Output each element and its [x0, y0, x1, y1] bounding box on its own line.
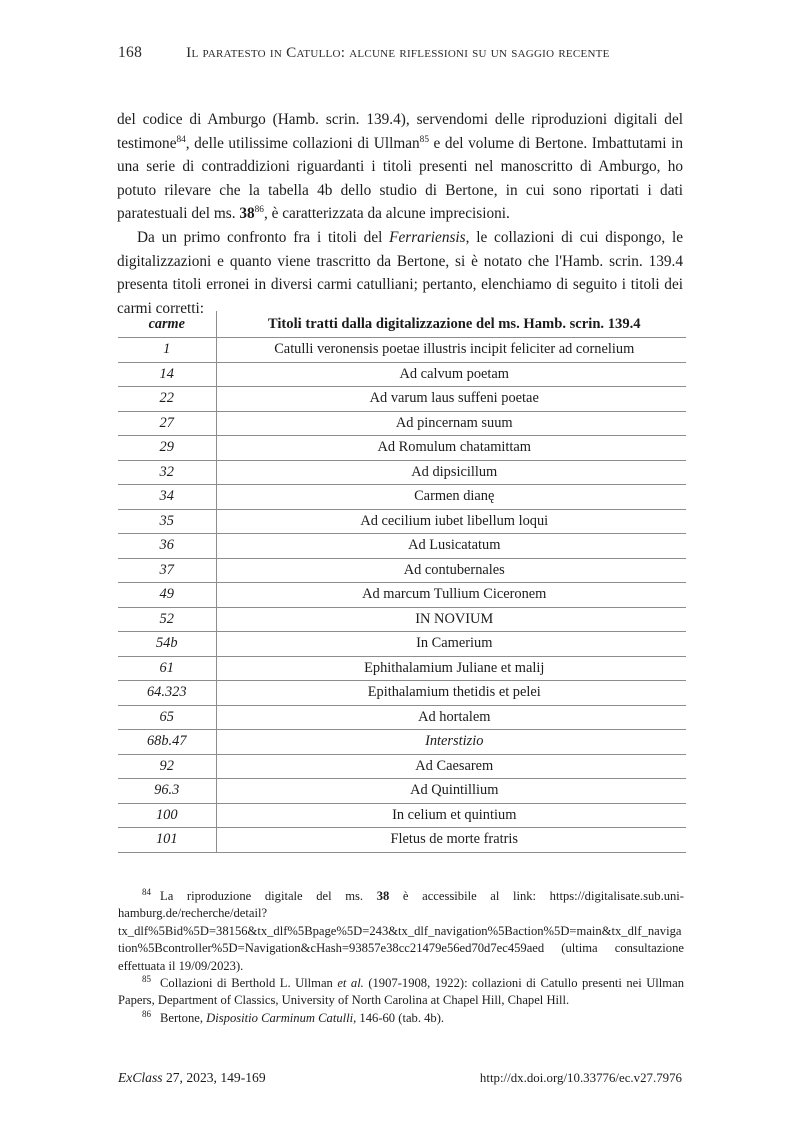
footnote-85-seg-1: Collazioni di Berthold L. Ullman [160, 976, 338, 991]
cell-titolo: Interstizio [216, 730, 686, 755]
cell-carme: 37 [118, 558, 216, 583]
footnote-ref-84[interactable]: 84 [176, 134, 186, 145]
cell-carme: 32 [118, 460, 216, 485]
footnote-86-seg-2: , 146-60 (tab. 4b). [353, 1010, 445, 1025]
table-row [118, 534, 686, 559]
journal-issue: 27, 2023, 149-169 [162, 1070, 266, 1085]
cell-carme: 22 [118, 387, 216, 412]
cell-carme: 35 [118, 509, 216, 534]
cell-titolo: Ad dipsicillum [216, 460, 686, 485]
table-row [118, 338, 686, 363]
body-text [117, 108, 683, 320]
cell-titolo: Ad varum laus suffeni poetae [216, 387, 686, 412]
footnote-ref-86[interactable]: 86 [254, 205, 264, 216]
cell-carme: 34 [118, 485, 216, 510]
paragraph-2-seg-1: Da un primo confronto fra i titoli del [137, 228, 390, 246]
journal-name: ExClass [118, 1070, 163, 1085]
table-row [118, 362, 686, 387]
cell-carme: 1 [118, 338, 216, 363]
table-row [118, 436, 686, 461]
table-row [118, 485, 686, 510]
paragraph-2 [117, 226, 683, 320]
cell-carme: 49 [118, 583, 216, 608]
cell-titolo: Ad Quintillium [216, 779, 686, 804]
cell-carme: 65 [118, 705, 216, 730]
column-header-titoli: Titoli tratti dalla digitalizzazione del ms. Hamb. scrin. 139.4 [216, 311, 686, 338]
cell-titolo: Epithalamium thetidis et pelei [216, 681, 686, 706]
footnote-85 [118, 975, 684, 1010]
paragraph-1-seg-3: e del volume di Bertone. Imbattutami in una serie di contraddizioni riguardanti i titoli presenti nel manoscritto di Amburgo, ho potuto rilevare che la tabella 4b dello studio di Bertone, in cui sono riportati i dati paratestuali del ms. [117, 134, 683, 223]
carmi-table [118, 311, 686, 853]
paragraph-1-seg-1: del codice di Amburgo (Hamb. scrin. 139.4), servendomi delle riproduzioni digitali del testimone [117, 111, 683, 152]
table-body [118, 338, 686, 853]
footnote-86 [118, 1010, 684, 1027]
cell-titolo: Ad Lusicatatum [216, 534, 686, 559]
cell-carme: 68b.47 [118, 730, 216, 755]
cell-titolo: Catulli veronensis poetae illustris incipit feliciter ad cornelium [216, 338, 686, 363]
ms-number-bold: 38 [239, 205, 255, 223]
table-row [118, 460, 686, 485]
footnote-85-italic: et al. [337, 976, 364, 991]
ferrariensis-italic: Ferrariensis [389, 228, 466, 246]
cell-carme: 52 [118, 607, 216, 632]
footnote-86-italic: Dispositio Carminum Catulli [206, 1010, 354, 1025]
footnote-85-seg-2: (1907-1908, 1922): collazioni di Catullo presenti nei Ullman Papers, Department of Classics, University of North Carolina at Chapel Hill, Chapel Hill. [118, 976, 684, 1008]
table-row [118, 779, 686, 804]
cell-carme: 27 [118, 411, 216, 436]
cell-carme: 36 [118, 534, 216, 559]
running-head [118, 44, 682, 66]
table-row [118, 828, 686, 853]
cell-carme: 14 [118, 362, 216, 387]
footnote-ref-85[interactable]: 85 [419, 134, 429, 145]
footnote-84-number: 84 [142, 886, 151, 897]
cell-titolo: In Camerium [216, 632, 686, 657]
footnote-84-seg-1: La riproduzione digitale del ms. [160, 889, 377, 903]
footnote-84-seg-2[interactable]: è accessibile al link: https://digitalisate.sub.uni-hamburg.de/recherche/detail?tx_dlf%5Bid%5D=38156&tx_dlf%5Bpage%5D=243&tx_dlf_navigation%5Baction%5D=main&tx_dlf_navigation%5Bcontroller%5D=Navigation&cHash=93857e38cc21479e56ed70d7ec459aed (ultima consultazione effettuata il 19/09/2023). [118, 889, 684, 973]
cell-carme: 101 [118, 828, 216, 853]
cell-titolo: Ad Caesarem [216, 754, 686, 779]
footnote-84-bold: 38 [376, 889, 390, 903]
cell-titolo: Ad calvum poetam [216, 362, 686, 387]
cell-titolo: Ad pincernam suum [216, 411, 686, 436]
cell-titolo: Carmen dianę [216, 485, 686, 510]
cell-carme: 100 [118, 803, 216, 828]
cell-carme: 64.323 [118, 681, 216, 706]
cell-titolo: In celium et quintium [216, 803, 686, 828]
table-row [118, 558, 686, 583]
table-row [118, 607, 686, 632]
table-row [118, 387, 686, 412]
table-row [118, 411, 686, 436]
page-number: 168 [118, 44, 143, 61]
footnote-86-seg-1: Bertone, [160, 1010, 207, 1025]
carmi-table-wrapper [118, 311, 686, 853]
paragraph-1 [117, 108, 683, 226]
table-row [118, 632, 686, 657]
page-footer [118, 1070, 682, 1086]
cell-titolo: IN NOVIUM [216, 607, 686, 632]
cell-titolo: Ad Romulum chatamittam [216, 436, 686, 461]
table-row [118, 705, 686, 730]
table-head [118, 311, 686, 338]
running-head-title: Il paratesto in Catullo: alcune riflessioni su un saggio recente [186, 44, 610, 61]
table-row [118, 656, 686, 681]
table-row [118, 803, 686, 828]
doi-link[interactable]: http://dx.doi.org/10.33776/ec.v27.7976 [479, 1071, 682, 1085]
journal-citation [118, 1070, 266, 1086]
column-header-carme: carme [118, 311, 216, 338]
table-row [118, 730, 686, 755]
cell-titolo: Ad hortalem [216, 705, 686, 730]
cell-titolo: Fletus de morte fratris [216, 828, 686, 853]
cell-carme: 96.3 [118, 779, 216, 804]
cell-titolo: Ad contubernales [216, 558, 686, 583]
cell-titolo: Ephithalamium Juliane et malij [216, 656, 686, 681]
paragraph-2-seg-2: , le collazioni di cui dispongo, le digitalizzazioni e quanto viene trascritto da Bertone, si è notato che l'Hamb. scrin. 139.4 presenta titoli erronei in diversi carmi catulliani; pertanto, elenchiamo di seguito i titoli dei carmi corretti: [117, 228, 683, 317]
footnotes-area [118, 888, 684, 1027]
cell-titolo: Ad marcum Tullium Ciceronem [216, 583, 686, 608]
table-row [118, 681, 686, 706]
footnote-84 [118, 888, 684, 975]
footnote-85-number: 85 [142, 973, 151, 984]
cell-carme: 29 [118, 436, 216, 461]
footnote-86-number: 86 [142, 1008, 151, 1019]
table-row [118, 509, 686, 534]
cell-carme: 61 [118, 656, 216, 681]
paragraph-1-seg-2: , delle utilissime collazioni di Ullman [185, 134, 420, 152]
table-row [118, 583, 686, 608]
paragraph-1-seg-4: , è caratterizzata da alcune imprecisioni. [263, 205, 510, 223]
cell-titolo: Ad cecilium iubet libellum loqui [216, 509, 686, 534]
cell-carme: 92 [118, 754, 216, 779]
table-header-row [118, 311, 686, 338]
table-row [118, 754, 686, 779]
cell-carme: 54b [118, 632, 216, 657]
